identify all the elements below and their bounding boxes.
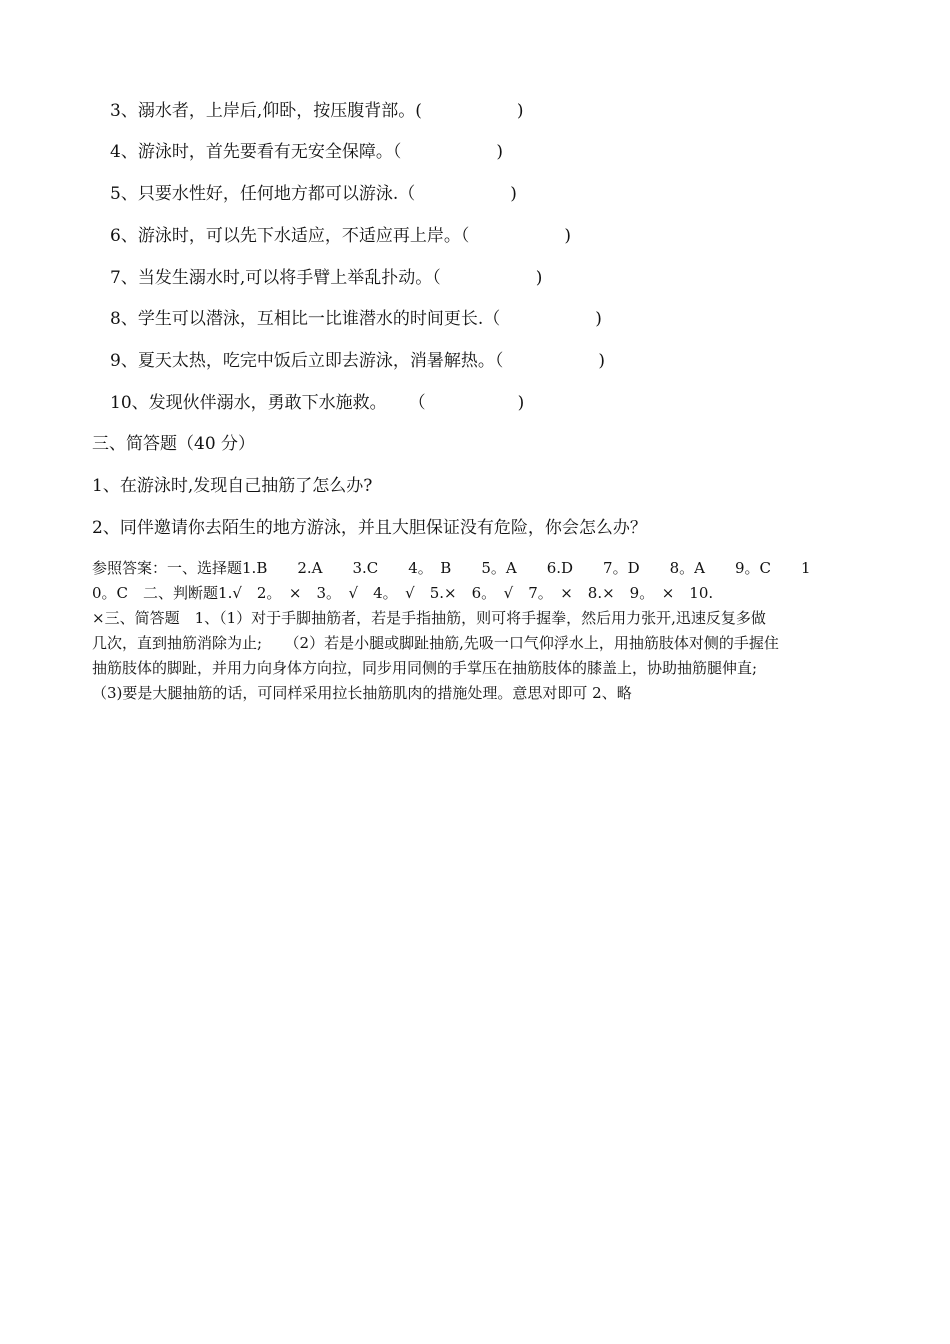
tf-item-stem: 6、游泳时，可以先下水适应，不适应再上岸。（ bbox=[110, 226, 470, 246]
tf-item-8 bbox=[110, 308, 602, 330]
tf-item-4 bbox=[110, 141, 503, 163]
tf-item-7 bbox=[110, 267, 542, 289]
tf-item-close: ) bbox=[517, 393, 525, 413]
tf-item-stem: 10、发现伙伴溺水，勇敢下水施救。 bbox=[110, 393, 387, 413]
short-answer-q2: 2、同伴邀请你去陌生的地方游泳，并且大胆保证没有危险，你会怎么办？ bbox=[92, 518, 647, 538]
tf-item-close: ) bbox=[510, 184, 517, 204]
tf-item-9 bbox=[110, 350, 605, 372]
tf-item-stem: 7、当发生溺水时,可以将手臂上举乱扑动。（ bbox=[110, 268, 441, 288]
answer-line: 几次，直到抽筋消除为止; （2）若是小腿或脚趾抽筋,先吸一口气仰浮水上，用抽筋肢体对侧的手握住 bbox=[92, 634, 779, 652]
answer-line: 抽筋肢体的脚趾，并用力向身体方向拉，同步用同侧的手掌压在抽筋肢体的膝盖上，协助抽筋腿伸直; bbox=[92, 659, 758, 677]
answer-line: 0。C 二、判断题1.√ 2。 × 3。 √ 4。 √ 5.× 6。 √ 7。 × 8.× 9。 × 10. bbox=[92, 584, 714, 602]
tf-item-close: ) bbox=[496, 142, 503, 162]
tf-item-open: （ bbox=[408, 393, 426, 413]
tf-item-close: ) bbox=[598, 351, 605, 371]
tf-item-stem: 9、夏天太热，吃完中饭后立即去游泳，消暑解热。（ bbox=[110, 351, 504, 371]
tf-item-close: ) bbox=[516, 101, 524, 121]
tf-item-stem: 5、只要水性好，任何地方都可以游泳.（ bbox=[110, 184, 416, 204]
tf-item-6 bbox=[110, 225, 571, 247]
answer-line: ×三、简答题 1、（1）对于手脚抽筋者，若是手指抽筋，则可将手握拳，然后用力张开,迅速反复多做 bbox=[92, 609, 766, 627]
tf-item-close: ) bbox=[535, 268, 543, 288]
section-title: 三、简答题（40 分） bbox=[92, 434, 256, 454]
reference-answers bbox=[92, 556, 864, 706]
tf-item-5 bbox=[110, 183, 517, 205]
tf-item-stem: 3、溺水者，上岸后,仰卧，按压腹背部。( bbox=[110, 101, 422, 121]
tf-item-3 bbox=[110, 100, 524, 122]
tf-item-stem: 4、游泳时，首先要看有无安全保障。（ bbox=[110, 142, 402, 162]
tf-item-close: ) bbox=[564, 226, 571, 246]
answer-line: 参照答案：一、选择题1.B 2.A 3.C 4。 B 5。A 6.D 7。D 8。A 9。C 1 bbox=[92, 559, 811, 577]
tf-item-close: ) bbox=[595, 309, 602, 329]
tf-item-10 bbox=[110, 392, 524, 414]
short-answer-q1: 1、在游泳时,发现自己抽筋了怎么办? bbox=[92, 476, 373, 496]
tf-item-stem: 8、学生可以潜泳，互相比一比谁潜水的时间更长.（ bbox=[110, 309, 501, 329]
answer-line: （3)要是大腿抽筋的话，可同样采用拉长抽筋肌肉的措施处理。意思对即可 2、略 bbox=[92, 684, 632, 702]
